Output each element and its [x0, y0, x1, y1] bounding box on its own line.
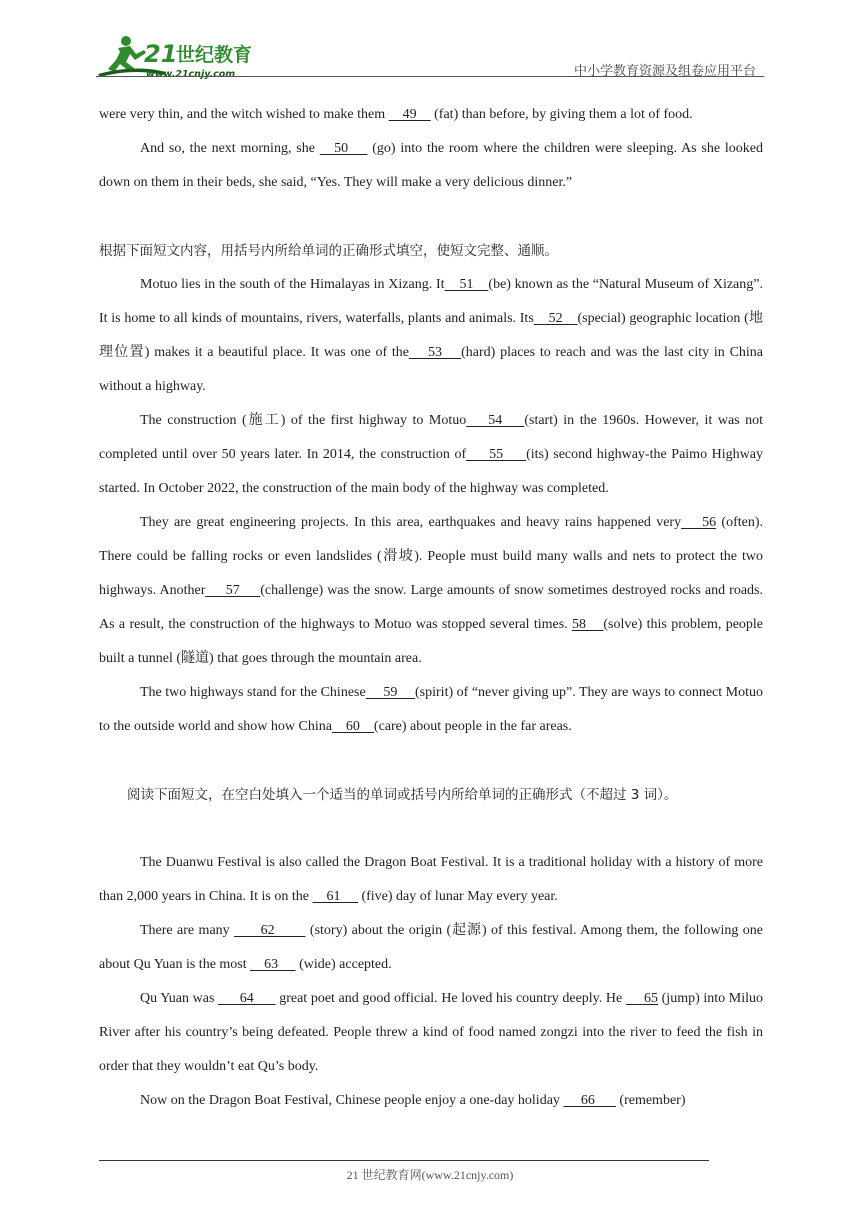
- svg-text:世纪教育: 世纪教育: [176, 44, 253, 66]
- blank-53: 53: [408, 345, 462, 360]
- blank-54: 54: [466, 413, 525, 428]
- blank-57: 57: [205, 583, 261, 598]
- paragraph: Motuo lies in the south of the Himalayas in Xizang. It 51 (be) known as the “Natural Museum of Xizang”. It is home to all kinds of mountains, rivers, waterfalls, plants and animals. Its 52 (special) geographic location (地理位置) makes it a beautiful place. It was one of the 53 (hard) places to reach and was the last city in China without a highway.: [99, 277, 764, 394]
- blank-52: 52: [533, 311, 578, 326]
- paragraph: were very thin, and the witch wished to make them 49 (fat) than before, by giving them a lot of food.: [99, 107, 693, 122]
- blank-49: 49: [388, 107, 431, 122]
- section-instruction: 阅读下面短文，在空白处填入一个适当的单词或括号内所给单词的正确形式（不超过 3 词）。: [127, 787, 678, 803]
- blank-61: 61: [312, 889, 358, 904]
- platform-name: 中小学教育资源及组卷应用平台: [573, 64, 756, 79]
- footer-divider: [99, 1160, 709, 1161]
- paragraph: The construction (施工) of the first highway to Motuo 54 (start) in the 1960s. However, it was not completed until over 50 years later. In 2014, the construction of 55 (its) second highway-the Paimo Highway started. In October 2022, the construction of the main body of the highway was completed.: [99, 413, 764, 496]
- page-footer: 21 世纪教育网(www.21cnjy.com): [346, 1168, 514, 1182]
- blank-63: 63: [250, 957, 296, 972]
- 21cnjy-logo: [96, 34, 266, 80]
- blank-64: 64: [218, 991, 276, 1006]
- blank-50: 50: [319, 141, 368, 156]
- paragraph: They are great engineering projects. In this area, earthquakes and heavy rains happened very 56 (often). There could be falling rocks or even landslides (滑坡). People must build many walls and nets to protect the two highways. Another 57 (challenge) was the snow. Large amounts of snow sometimes destroyed rocks and roads. As a result, the construction of the highways to Motuo was stopped several times. 58 (solve) this problem, people built a tunnel (隧道) that goes through the mountain area.: [99, 515, 764, 666]
- blank-58: 58: [572, 617, 604, 632]
- svg-text:www.21cnjy.com: www.21cnjy.com: [146, 69, 236, 80]
- blank-51: 51: [444, 277, 489, 292]
- blank-60: 60: [331, 719, 374, 734]
- blank-62: 62: [234, 923, 306, 938]
- section-instruction: 根据下面短文内容，用括号内所给单词的正确形式填空，使短文完整、通顺。: [99, 243, 558, 259]
- blank-65: 65: [625, 991, 659, 1006]
- document-body: [99, 98, 763, 1118]
- paragraph: There are many 62 (story) about the origin (起源) of this festival. Among them, the following one about Qu Yuan is the most 63 (wide) accepted.: [99, 923, 764, 972]
- svg-text:21: 21: [144, 40, 178, 68]
- blank-66: 66: [563, 1093, 616, 1108]
- paragraph: The two highways stand for the Chinese 59 (spirit) of “never giving up”. They are ways to connect Motuo to the outside world and show how China 60 (care) about people in the far areas.: [99, 685, 764, 734]
- header-divider: [96, 76, 764, 77]
- paragraph: And so, the next morning, she 50 (go) into the room where the children were sleeping. As she looked down on them in their beds, she said, “Yes. They will make a very delicious dinner.”: [99, 141, 764, 190]
- paragraph: Now on the Dragon Boat Festival, Chinese people enjoy a one-day holiday 66 (remember): [140, 1093, 686, 1108]
- blank-59: 59: [365, 685, 416, 700]
- blank-56: 56: [681, 515, 717, 530]
- paragraph: Qu Yuan was 64 great poet and good official. He loved his country deeply. He 65 (jump) into Miluo River after his country’s being defeated. People threw a kind of food named zongzi into the river to feed the fish in order that they wouldn’t eat Qu’s body.: [99, 991, 764, 1074]
- page-header: [96, 30, 764, 80]
- paragraph: The Duanwu Festival is also called the Dragon Boat Festival. It is a traditional holiday with a history of more than 2,000 years in China. It is on the 61 (five) day of lunar May every year.: [99, 855, 763, 904]
- blank-55: 55: [466, 447, 527, 462]
